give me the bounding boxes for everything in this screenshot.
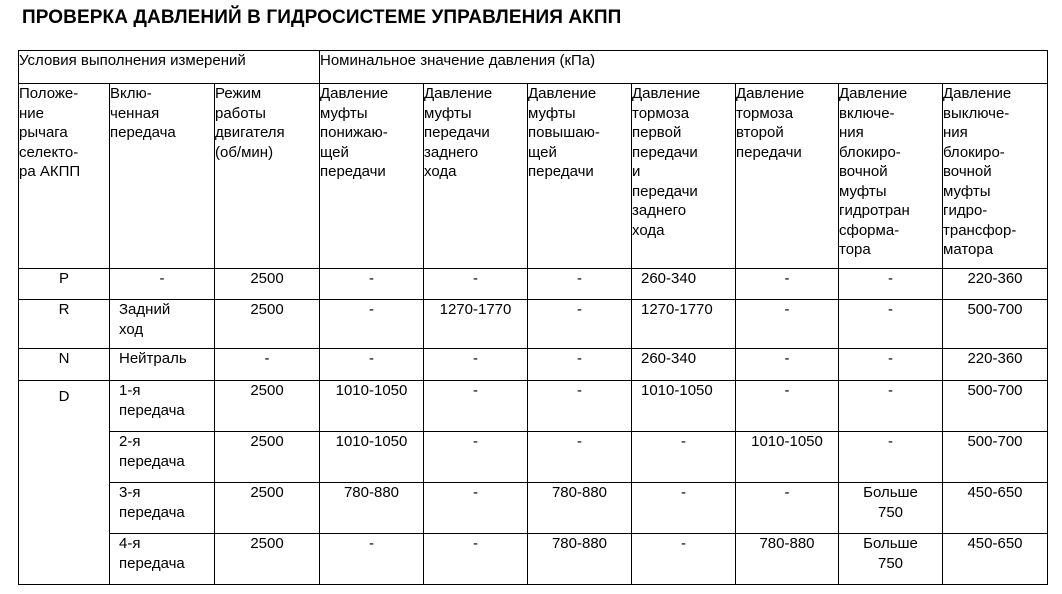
table-row xyxy=(19,534,1048,585)
table-cell: 780-880 xyxy=(528,534,632,585)
table-cell: - xyxy=(736,269,839,300)
table-cell-text: 3-я передача xyxy=(119,484,185,521)
table-cell: - xyxy=(424,534,528,585)
table-cell: 1270-1770 xyxy=(424,300,528,349)
table-cell-text: Больше 750 xyxy=(863,535,918,572)
table-cell: - xyxy=(528,349,632,381)
column-header-engaged-gear: Вклю- ченная передача xyxy=(110,84,215,269)
table-cell: - xyxy=(839,269,943,300)
table-cell: 1010-1050 xyxy=(632,381,736,432)
table-cell: Нейтраль xyxy=(110,349,215,381)
group-header-nominal-pressure: Номинальное значение давления (кПа) xyxy=(320,51,1048,84)
table-cell xyxy=(110,432,215,483)
table-cell: 2500 xyxy=(215,269,320,300)
table-row xyxy=(19,349,1048,381)
table-cell: - xyxy=(528,300,632,349)
column-header-row xyxy=(19,84,1048,269)
table-cell: 2500 xyxy=(215,381,320,432)
table-cell: 2500 xyxy=(215,432,320,483)
column-header-first-reverse-brake: Давление тормоза первой передачи и передачи заднего хода xyxy=(632,84,736,269)
table-cell-text: 1-я передача xyxy=(119,382,185,419)
table-cell xyxy=(110,534,215,585)
table-cell-text: 2-я передача xyxy=(119,433,185,470)
table-cell: - xyxy=(839,349,943,381)
table-cell: 1010-1050 xyxy=(736,432,839,483)
table-cell: P xyxy=(19,269,110,300)
table-cell: D xyxy=(19,381,110,585)
table-cell-text: 4-я передача xyxy=(119,535,185,572)
table-row xyxy=(19,483,1048,534)
table-cell: - xyxy=(320,534,424,585)
table-cell xyxy=(110,300,215,349)
table-cell: N xyxy=(19,349,110,381)
table-cell: - xyxy=(528,269,632,300)
table-row xyxy=(19,381,1048,432)
table-cell: 780-880 xyxy=(736,534,839,585)
table-cell: 220-360 xyxy=(943,269,1048,300)
table-cell: 2500 xyxy=(215,483,320,534)
table-cell xyxy=(839,483,943,534)
table-cell: - xyxy=(424,381,528,432)
column-header-selector-position: Положе- ние рычага селекто- ра АКПП xyxy=(19,84,110,269)
table-cell: - xyxy=(632,534,736,585)
column-header-reverse-clutch: Давление муфты передачи заднего хода xyxy=(424,84,528,269)
table-cell xyxy=(110,483,215,534)
table-cell: - xyxy=(839,381,943,432)
column-header-upshift-clutch: Давление муфты повышаю- щей передачи xyxy=(528,84,632,269)
table-cell xyxy=(110,381,215,432)
table-cell: - xyxy=(424,432,528,483)
table-cell: 220-360 xyxy=(943,349,1048,381)
column-header-lockup-off: Давление выключе- ния блокиро- вочной муфты гидро- трансфор- матора xyxy=(943,84,1048,269)
table-cell: 1270-1770 xyxy=(632,300,736,349)
table-cell: - xyxy=(736,300,839,349)
table-cell: R xyxy=(19,300,110,349)
table-cell xyxy=(839,534,943,585)
table-cell-text: Больше 750 xyxy=(863,484,918,521)
table-cell: - xyxy=(320,269,424,300)
table-cell: - xyxy=(839,300,943,349)
pressure-table xyxy=(18,50,1048,585)
group-header-row xyxy=(19,51,1048,84)
table-cell: - xyxy=(528,432,632,483)
table-row xyxy=(19,269,1048,300)
table-cell: 780-880 xyxy=(320,483,424,534)
table-cell: - xyxy=(110,269,215,300)
column-header-engine-rpm: Режим работы двигателя (об/мин) xyxy=(215,84,320,269)
table-cell: - xyxy=(736,349,839,381)
page-title: ПРОВЕРКА ДАВЛЕНИЙ В ГИДРОСИСТЕМЕ УПРАВЛЕНИЯ АКПП xyxy=(22,7,622,28)
table-cell: - xyxy=(632,432,736,483)
table-cell: 260-340 xyxy=(632,349,736,381)
table-cell: - xyxy=(215,349,320,381)
table-cell: - xyxy=(528,381,632,432)
column-header-lockup-on: Давление включе- ния блокиро- вочной муфты гидротран сформа- тора xyxy=(839,84,943,269)
table-cell: 260-340 xyxy=(632,269,736,300)
table-cell: - xyxy=(320,300,424,349)
table-cell: 2500 xyxy=(215,300,320,349)
table-cell: - xyxy=(736,381,839,432)
table-cell: - xyxy=(424,269,528,300)
table-cell: 450-650 xyxy=(943,483,1048,534)
table-cell: 1010-1050 xyxy=(320,432,424,483)
table-cell: - xyxy=(736,483,839,534)
table-cell: - xyxy=(424,483,528,534)
table-cell: 500-700 xyxy=(943,432,1048,483)
table-cell: 1010-1050 xyxy=(320,381,424,432)
table-row xyxy=(19,300,1048,349)
table-cell: 500-700 xyxy=(943,300,1048,349)
column-header-downshift-clutch: Давление муфты понижаю- щей передачи xyxy=(320,84,424,269)
table-cell: 500-700 xyxy=(943,381,1048,432)
table-cell: 450-650 xyxy=(943,534,1048,585)
table-cell-text: Задний ход xyxy=(119,301,171,338)
table-cell: - xyxy=(839,432,943,483)
group-header-conditions: Условия выполнения измерений xyxy=(19,51,320,84)
table-cell: 780-880 xyxy=(528,483,632,534)
table-cell: - xyxy=(424,349,528,381)
table-cell: - xyxy=(632,483,736,534)
table-row xyxy=(19,432,1048,483)
table-cell: 2500 xyxy=(215,534,320,585)
table-cell: - xyxy=(320,349,424,381)
column-header-second-brake: Давление тормоза второй передачи xyxy=(736,84,839,269)
